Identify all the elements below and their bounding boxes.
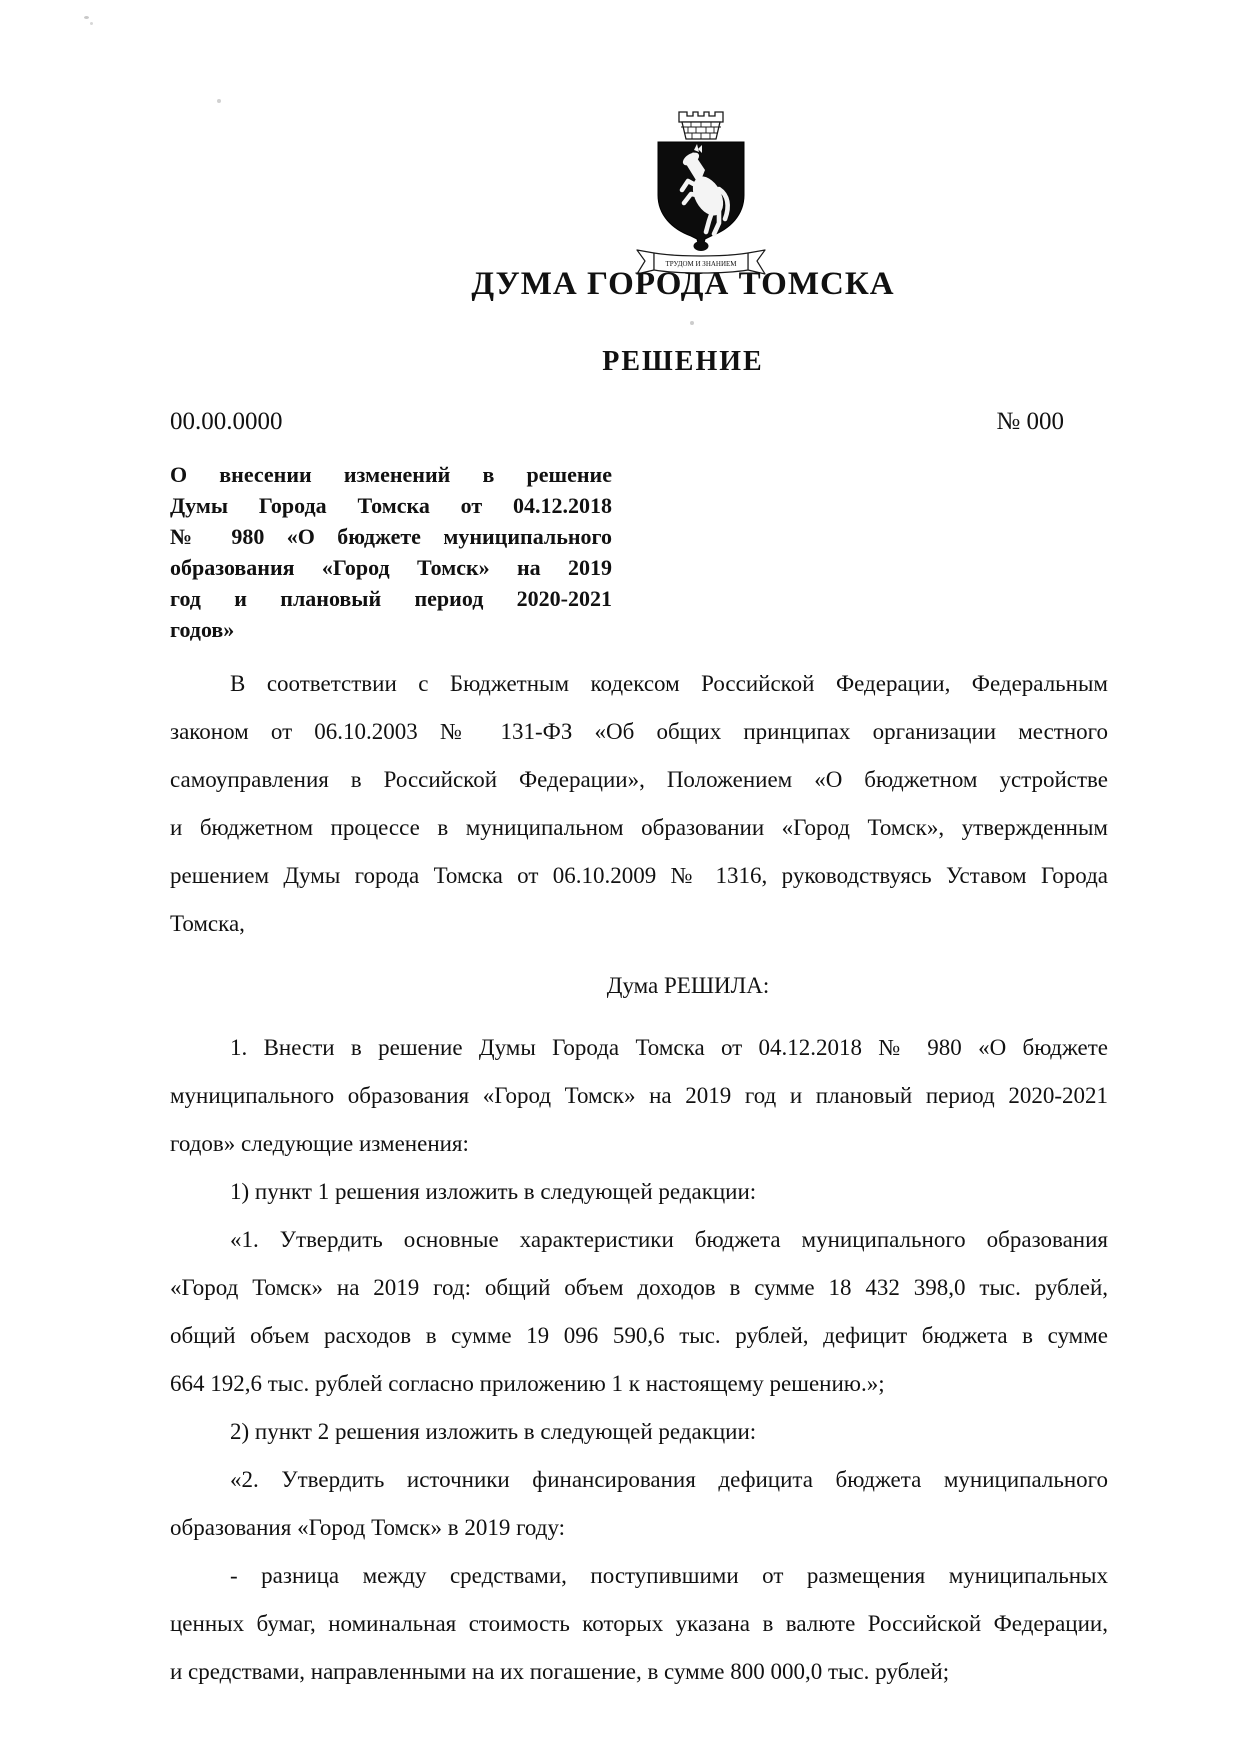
text-line: год и плановый период 2020-2021: [170, 586, 612, 611]
document-date: 00.00.0000: [170, 408, 283, 435]
text-line: 664 192,6 тыс. рублей согласно приложению 1 к настоящему решению.»;: [170, 1371, 885, 1396]
mural-crown-icon: [672, 108, 730, 141]
text-line: О внесении изменений в решение: [170, 462, 612, 487]
text-line: № 980 «О бюджете муниципального: [170, 524, 612, 549]
text-line: общий объем расходов в сумме 19 096 590,6 тыс. рублей, дефицит бюджета в сумме: [170, 1323, 1108, 1348]
text-line: Думы Города Томска от 04.12.2018: [170, 493, 612, 518]
text-line: ценных бумаг, номинальная стоимость которых указана в валюте Российской Федерации,: [170, 1611, 1108, 1636]
paragraph: [170, 1216, 1108, 1408]
text-line: образования «Город Томск» в 2019 году:: [170, 1515, 566, 1540]
scan-speck: [90, 22, 93, 25]
scan-speck: [84, 16, 89, 19]
document-body: [170, 660, 1108, 1696]
text-line: 2) пункт 2 решения изложить в следующей редакции:: [230, 1419, 757, 1444]
text-line: 1) пункт 1 решения изложить в следующей редакции:: [230, 1179, 757, 1204]
text-line: годов»: [170, 617, 235, 642]
text-line: и бюджетном процессе в муниципальном образовании «Город Томск», утвержденным: [170, 815, 1108, 840]
text-line: «1. Утвердить основные характеристики бюджета муниципального образования: [230, 1227, 1108, 1252]
shield-icon: [653, 139, 749, 255]
text-line: 1. Внести в решение Думы Города Томска от 04.12.2018 № 980 «О бюджете: [230, 1035, 1108, 1060]
text-line: и средствами, направленными на их погашение, в сумме 800 000,0 тыс. рублей;: [170, 1659, 950, 1684]
text-line: - разница между средствами, поступившими от размещения муниципальных: [230, 1563, 1108, 1588]
paragraph: [170, 1456, 1108, 1552]
subject-block: [170, 459, 612, 645]
paragraph: [170, 660, 1108, 948]
text-line: годов» следующие изменения:: [170, 1131, 469, 1156]
document-type-title: РЕШЕНИЕ: [602, 346, 764, 377]
scan-speck: [690, 321, 694, 325]
paragraph: [170, 1168, 1108, 1216]
text-line: «Город Томск» на 2019 год: общий объем доходов в сумме 18 432 398,0 тыс. рублей,: [170, 1275, 1108, 1300]
text-line: Томска,: [170, 911, 245, 936]
text-line: самоуправления в Российской Федерации», Положением «О бюджетном устройстве: [170, 767, 1108, 792]
text-line: В соответствии с Бюджетным кодексом Российской Федерации, Федеральным: [230, 671, 1108, 696]
scan-speck: [217, 99, 221, 103]
text-line: решением Думы города Томска от 06.10.2009 № 1316, руководствуясь Уставом Города: [170, 863, 1108, 888]
paragraph: [170, 1024, 1108, 1168]
meta-row: [170, 408, 1064, 436]
resolution-heading: Дума РЕШИЛА:: [606, 973, 770, 998]
text-line: муниципального образования «Город Томск» на 2019 год и плановый период 2020-2021: [170, 1083, 1108, 1108]
document-number: № 000: [996, 408, 1064, 435]
text-line: «2. Утвердить источники финансирования дефицита бюджета муниципального: [230, 1467, 1108, 1492]
motto-text: ТРУДОМ И ЗНАНИЕМ: [665, 260, 737, 268]
text-line: законом от 06.10.2003 № 131-ФЗ «Об общих принципах организации местного: [170, 719, 1108, 744]
text-line: образования «Город Томск» на 2019: [170, 555, 612, 580]
paragraph: [170, 1552, 1108, 1696]
org-name: ДУМА ГОРОДА ТОМСКА: [471, 266, 895, 302]
paragraph: [170, 1408, 1108, 1456]
